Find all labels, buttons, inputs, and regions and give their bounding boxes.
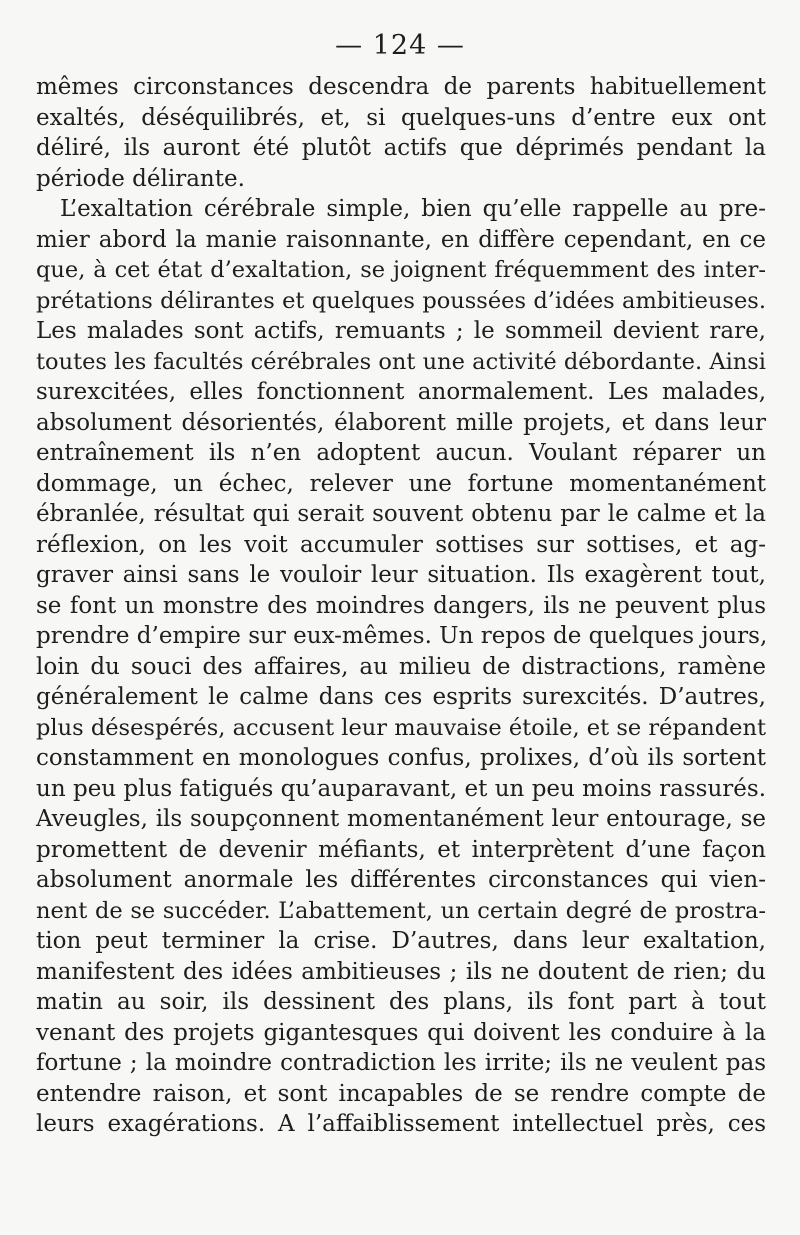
text-line: réflexion, on les voit accumuler sottises sur sottises, et ag- [36,531,766,558]
text-line: que, à cet état d’exaltation, se joignent fréquemment des inter- [36,257,766,283]
text-line: ébranlée, résultat qui serait souvent obtenu par le calme et la [36,501,766,527]
text-line: dommage, un échec, relever une fortune momentanément [36,470,766,497]
text-line: tion peut terminer la crise. D’autres, dans leur exaltation, [36,928,766,954]
text-line: Les malades sont actifs, remuants ; le sommeil devient rare, [36,318,766,344]
text-line: entendre raison, et sont incapables de se rendre compte de [36,1080,766,1107]
text-line: graver ainsi sans le vouloir leur situation. Ils exagèrent tout, [36,562,766,588]
text-line: matin au soir, ils dessinent des plans, ils font part à tout [36,989,766,1015]
text-line: prendre d’empire sur eux-mêmes. Un repos de quelques jours, [36,623,768,649]
text-line: fortune ; la moindre contradiction les irrite; ils ne veulent pas [36,1050,766,1076]
text-line: mêmes circonstances descendra de parents habituellement [36,74,766,100]
text-line: constamment en monologues confus, prolixes, d’où ils sortent [36,745,766,771]
text-line: période délirante. [36,165,245,192]
text-line: généralement le calme dans ces esprits surexcités. D’autres, [36,684,766,710]
text-line: loin du souci des affaires, au milieu de distractions, ramène [36,653,766,680]
text-line: se font un monstre des moindres dangers, ils ne peuvent plus [36,592,766,619]
text-line: L’exaltation cérébrale simple, bien qu’elle rappelle au pre- [60,196,766,222]
text-line: Aveugles, ils soupçonnent momentanément leur entourage, se [36,806,766,832]
text-line: mier abord la manie raisonnante, en diffère cependant, en ce [36,226,766,253]
body-text [36,72,766,1140]
text-line: promettent de devenir méfiants, et interprètent d’une façon [36,836,766,863]
text-line: absolument anormale les différentes circonstances qui vien- [36,867,766,893]
text-line: venant des projets gigantesques qui doivent les conduire à la [36,1019,766,1046]
page-number-header: — 124 — [335,30,465,61]
text-line: leurs exagérations. A l’affaiblissement intellectuel près, ces [36,1111,766,1137]
text-line: absolument désorientés, élaborent mille projets, et dans leur [36,409,766,436]
text-line: un peu plus fatigués qu’auparavant, et un peu moins rassurés. [36,775,766,802]
text-line: entraînement ils n’en adoptent aucun. Voulant réparer un [36,440,766,466]
text-line: plus désespérés, accusent leur mauvaise étoile, et se répandent [36,714,766,741]
text-line: prétations délirantes et quelques poussées d’idées ambitieuses. [36,287,766,314]
text-line: toutes les facultés cérébrales ont une activité débordante. Ainsi [36,348,766,375]
text-line: nent de se succéder. L’abattement, un certain degré de prostra- [36,897,766,924]
text-line: exaltés, déséquilibrés, et, si quelques-uns d’entre eux ont [36,104,766,131]
text-line: déliré, ils auront été plutôt actifs que déprimés pendant la [36,135,766,161]
text-line: manifestent des idées ambitieuses ; ils ne doutent de rien; du [36,958,766,985]
text-line: surexcitées, elles fonctionnent anormalement. Les malades, [36,379,766,405]
